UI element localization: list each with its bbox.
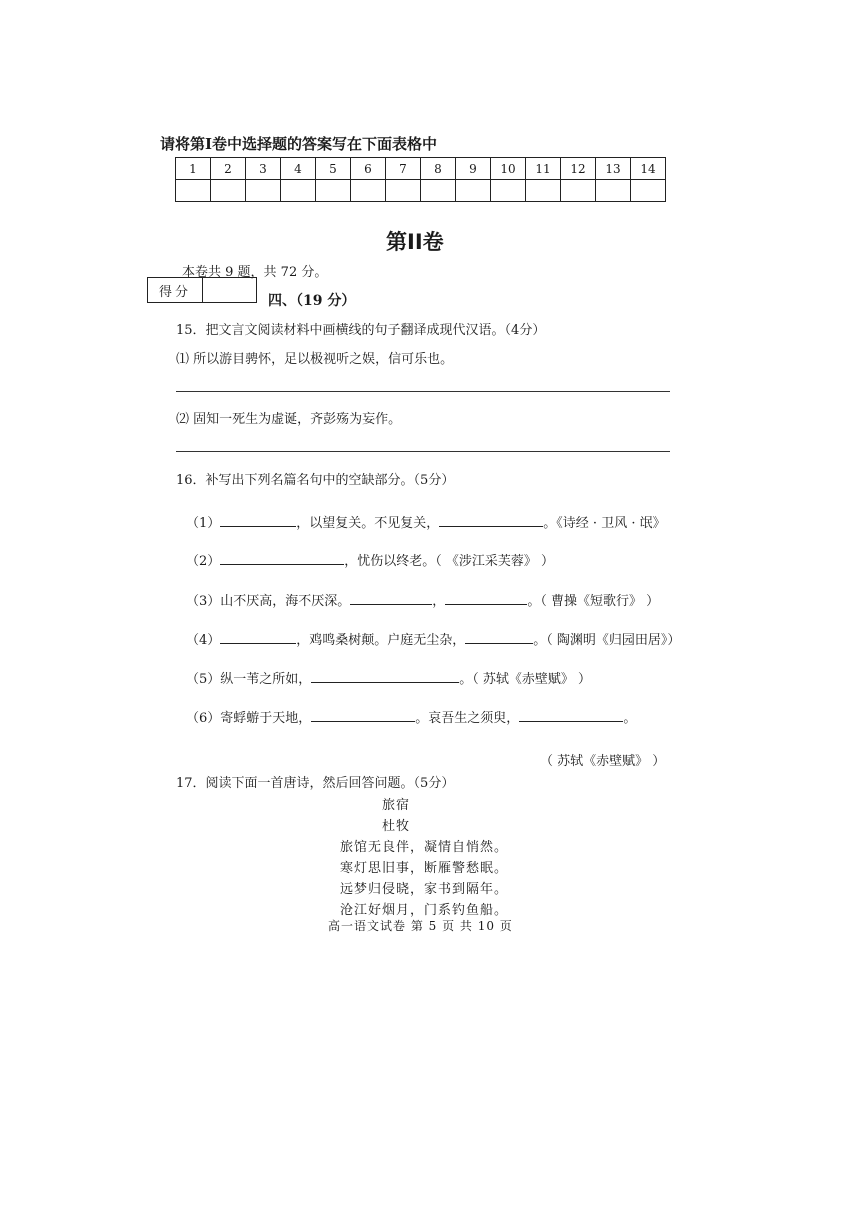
answer-table-number: 7 <box>386 158 421 180</box>
q16-line-number: （6） <box>186 711 221 726</box>
answer-cell[interactable] <box>246 180 281 202</box>
answer-cell[interactable] <box>211 180 246 202</box>
answer-table-number: 6 <box>351 158 386 180</box>
q16-line-text: 。（ 陶渊明《归园田居》） <box>533 633 681 648</box>
q16-line-text: ，鸡鸣桑树颠。户庭无尘杂， <box>296 633 466 648</box>
q16-line-4 <box>186 629 680 648</box>
q16-line-number: （5） <box>186 672 221 687</box>
answer-cell[interactable] <box>456 180 491 202</box>
fill-blank[interactable] <box>465 631 533 644</box>
answer-table-number: 2 <box>211 158 246 180</box>
q16-stem: 16．补写出下列名篇名句中的空缺部分。（5分） <box>176 473 455 488</box>
q16-line-text: ， <box>432 594 446 609</box>
answer-cell[interactable] <box>316 180 351 202</box>
answer-table-number: 1 <box>176 158 211 180</box>
answer-table-number: 12 <box>561 158 596 180</box>
q16-line-text: 山不厌高，海不厌深。 <box>220 594 351 609</box>
fill-blank[interactable] <box>311 709 415 722</box>
q16-line-text: 纵一苇之所如， <box>220 672 312 687</box>
answer-table-number: 5 <box>316 158 351 180</box>
q16-line-number: （4） <box>186 633 221 648</box>
section-title: 第II卷 <box>386 230 444 254</box>
answer-table-number: 14 <box>631 158 666 180</box>
q16-line-number: （1） <box>186 516 221 531</box>
poem-line: 旅馆无良伴，凝情自悄然。 <box>340 840 509 855</box>
fill-blank[interactable] <box>439 514 543 527</box>
q16-line-text: ，忧伤以终老。（ 《涉江采芙蓉》 ） <box>344 554 555 569</box>
answer-cell[interactable] <box>281 180 316 202</box>
q16-line-1 <box>186 512 666 531</box>
fill-blank[interactable] <box>220 552 344 565</box>
answer-table-number: 11 <box>526 158 561 180</box>
q16-line-text: 。 <box>623 711 637 726</box>
answer-cell[interactable] <box>351 180 386 202</box>
fill-blank[interactable] <box>311 670 459 683</box>
q16-line-number: （3） <box>186 594 221 609</box>
q16-line-text: 。（ 苏轼《赤壁赋》 ） <box>459 672 592 687</box>
answer-table-number: 10 <box>491 158 526 180</box>
poem-line: 远梦归侵晓，家书到隔年。 <box>340 882 509 897</box>
answer-cell[interactable] <box>386 180 421 202</box>
q15-answer-line-2[interactable] <box>176 451 670 452</box>
q16-line-text: 。（ 曹操《短歌行》 ） <box>527 594 660 609</box>
answer-cell[interactable] <box>491 180 526 202</box>
answer-cell[interactable] <box>561 180 596 202</box>
q15-sentence-1: ⑴ 所以游目骋怀，足以极视听之娱，信可乐也。 <box>176 352 454 367</box>
answer-table-number: 9 <box>456 158 491 180</box>
score-box-field[interactable] <box>203 278 256 302</box>
q17-stem: 17．阅读下面一首唐诗，然后回答问题。（5分） <box>176 776 455 791</box>
poem-title: 旅宿 <box>382 798 411 813</box>
section-note: 本卷共 9 题，共 72 分。 <box>182 265 328 280</box>
q16-line-2 <box>186 550 554 569</box>
q15-sentence-2: ⑵ 固知一死生为虚诞，齐彭殇为妄作。 <box>176 412 402 427</box>
q16-line-text: 。《诗经 · 卫风 · 氓》 <box>543 516 666 531</box>
q16-line-text: 寄蜉蝣于天地， <box>220 711 312 726</box>
fill-blank[interactable] <box>519 709 623 722</box>
answer-cell[interactable] <box>631 180 666 202</box>
fill-blank[interactable] <box>220 631 296 644</box>
q16-line-text: 。哀吾生之须臾， <box>415 711 520 726</box>
q16-line-6-source: （ 苏轼《赤壁赋》 ） <box>540 754 666 769</box>
fill-blank[interactable] <box>445 592 527 605</box>
q16-line-6 <box>186 707 636 726</box>
answer-cell[interactable] <box>421 180 456 202</box>
q16-line-text: ，以望复关。不见复关， <box>296 516 440 531</box>
answer-table-answer-row <box>176 180 666 202</box>
answer-table-number: 4 <box>281 158 316 180</box>
q15-answer-line-1[interactable] <box>176 391 670 392</box>
score-box <box>147 277 257 303</box>
answer-instruction: 请将第Ⅰ卷中选择题的答案写在下面表格中 <box>160 135 438 153</box>
answer-table-number: 13 <box>596 158 631 180</box>
q16-line-5 <box>186 668 591 687</box>
q15-stem: 15．把文言文阅读材料中画横线的句子翻译成现代汉语。（4分） <box>176 323 546 338</box>
poem-line: 沧江好烟月，门系钓鱼船。 <box>340 903 509 918</box>
poem-author: 杜牧 <box>382 819 411 834</box>
q16-line-3 <box>186 590 659 609</box>
fill-blank[interactable] <box>220 514 296 527</box>
answer-cell[interactable] <box>596 180 631 202</box>
score-box-label: 得分 <box>148 278 203 302</box>
answer-cell[interactable] <box>526 180 561 202</box>
answer-table-number: 8 <box>421 158 456 180</box>
fill-blank[interactable] <box>350 592 432 605</box>
answer-cell[interactable] <box>176 180 211 202</box>
answer-table-header-row <box>176 158 666 180</box>
answer-table <box>175 157 666 202</box>
page-footer: 高一语文试卷 第 5 页 共 10 页 <box>328 919 513 933</box>
q16-line-number: （2） <box>186 554 221 569</box>
answer-table-number: 3 <box>246 158 281 180</box>
poem-line: 寒灯思旧事，断雁警愁眠。 <box>340 861 509 876</box>
part-heading: 四、（19 分） <box>268 293 356 309</box>
